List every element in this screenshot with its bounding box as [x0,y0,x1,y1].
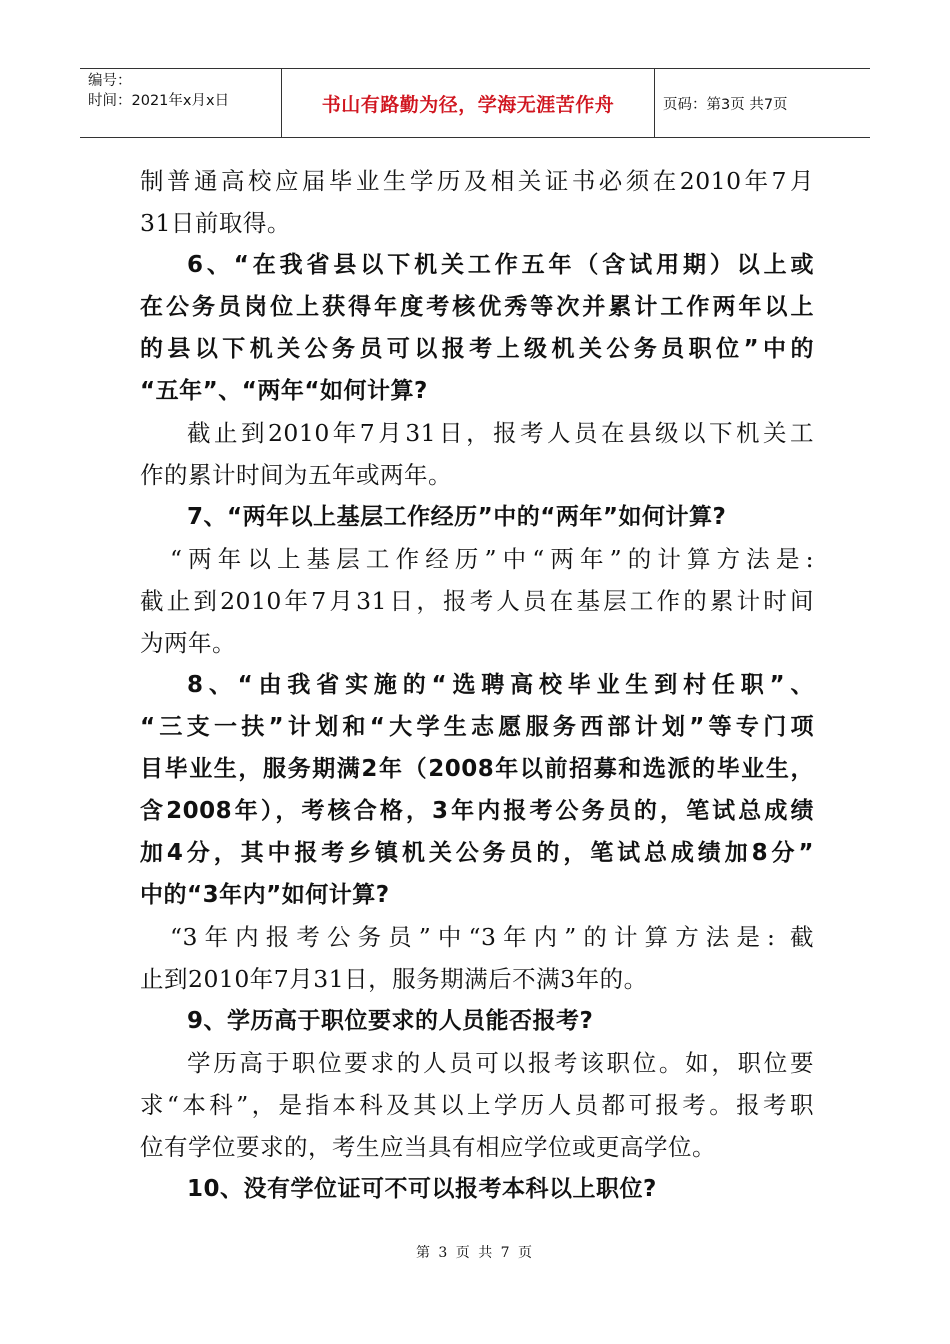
question-heading: 加4分，其中报考乡镇机关公务员的，笔试总成绩加8分” [140,840,814,866]
question-heading: 中的“3年内”如何计算? [140,882,390,908]
answer-line: 求“本科”，是指本科及其以上学历人员都可报考。报考职 [140,1091,814,1119]
number-label: 编号： [88,73,132,89]
answer-line: 位有学位要求的，考生应当具有相应学位或更高学位。 [140,1133,716,1161]
question-heading: 10、没有学位证可不可以报考本科以上职位? [187,1176,657,1202]
header-meta [80,69,282,137]
answer-line: “两年以上基层工作经历”中“两年”的计算方法是: [170,545,814,573]
question-heading: 6、“在我省县以下机关工作五年（含试用期）以上或 [187,252,814,278]
answer-line: “3年内报考公务员”中“3年内”的计算方法是: 截 [170,923,814,951]
answer-line: 学历高于职位要求的人员可以报考该职位。如，职位要 [187,1049,814,1077]
question-heading: 目毕业生，服务期满2年（2008年以前招募和选派的毕业生， [140,756,814,782]
time-label: 时间：2021年x月x日 [88,93,230,109]
page-header [80,68,870,138]
paragraph-line: 制普通高校应届毕业生学历及相关证书必须在2010年7月 [140,167,814,195]
question-heading: “五年”、“两年“如何计算? [140,378,428,404]
paragraph-line: 31日前取得。 [140,209,291,237]
question-heading: 在公务员岗位上获得年度考核优秀等次并累计工作两年以上 [140,294,814,320]
question-heading: “三支一扶”计划和“大学生志愿服务西部计划”等专门项 [140,714,814,740]
question-heading: 8、“由我省实施的“选聘高校毕业生到村任职”、 [187,672,814,698]
header-page-info: 页码：第3页 共7页 [663,96,788,113]
page-footer: 第 3 页 共 7 页 [415,1245,535,1261]
question-heading: 9、学历高于职位要求的人员能否报考? [187,1008,594,1034]
answer-line: 作的累计时间为五年或两年。 [140,461,452,489]
answer-line: 截止到2010年7月31日，报考人员在县级以下机关工 [187,419,814,447]
header-motto: 书山有路勤为径，学海无涯苦作舟 [282,69,655,137]
answer-line: 为两年。 [140,629,236,657]
question-heading: 的县以下机关公务员可以报考上级机关公务员职位”中的 [140,336,814,362]
question-heading: 含2008年），考核合格，3年内报考公务员的，笔试总成绩 [140,798,814,824]
question-heading: 7、“两年以上基层工作经历”中的“两年”如何计算? [187,504,727,530]
document-body [140,160,814,1210]
answer-line: 截止到2010年7月31日，报考人员在基层工作的累计时间 [140,587,814,615]
answer-line: 止到2010年7月31日，服务期满后不满3年的。 [140,965,648,993]
